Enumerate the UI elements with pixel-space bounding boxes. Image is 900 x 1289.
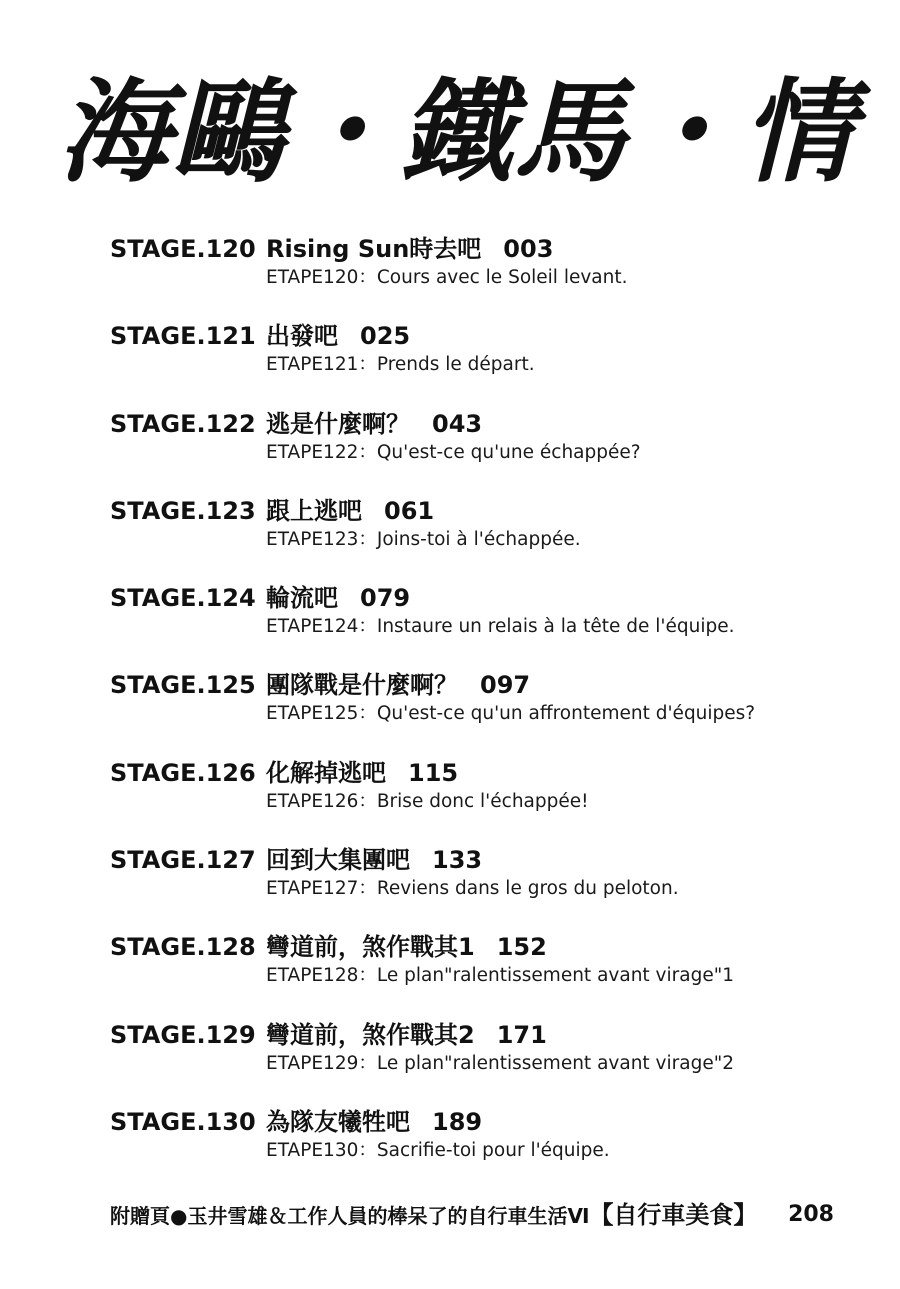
chapter-title-line xyxy=(266,319,410,353)
chapter-title: 彎道前，煞作戰其1 xyxy=(266,933,475,962)
stage-number: STAGE.122 xyxy=(110,409,256,438)
page-number: 152 xyxy=(496,933,547,962)
chapter-title-line xyxy=(266,494,434,528)
page-number: 079 xyxy=(360,584,411,613)
french-subtitle: ETAPE125：Qu'est-ce qu'un affrontement d'équipes? xyxy=(266,703,756,725)
page-number: 115 xyxy=(408,758,459,787)
french-subtitle: ETAPE126：Brise donc l'échappée! xyxy=(266,790,589,812)
page-number: 097 xyxy=(480,671,531,700)
page-number: 043 xyxy=(432,409,483,438)
book-title: 海鷗・鐵馬・情 xyxy=(58,67,856,198)
french-subtitle: ETAPE130：Sacrifie-toi pour l'équipe. xyxy=(266,1139,610,1161)
chapter-title-line xyxy=(266,407,482,441)
toc-entry[interactable] xyxy=(110,1105,870,1192)
page-number: 025 xyxy=(360,322,411,351)
toc-entry[interactable] xyxy=(110,1018,870,1105)
chapter-title: 輪流吧 xyxy=(266,584,338,613)
stage-number: STAGE.129 xyxy=(110,1020,256,1049)
stage-number: STAGE.124 xyxy=(110,584,256,613)
french-subtitle: ETAPE128：Le plan"ralentissement avant virage"1 xyxy=(266,965,734,987)
bonus-pages-entry[interactable] xyxy=(110,1198,850,1233)
bonus-title: 【自行車美食】 xyxy=(589,1201,758,1229)
toc-entry[interactable] xyxy=(110,668,870,755)
chapter-title-line xyxy=(266,232,553,266)
chapter-title: 團隊戰是什麼啊？ xyxy=(266,671,458,700)
french-subtitle: ETAPE122：Qu'est-ce qu'une échappée? xyxy=(266,441,641,463)
chapter-title-line xyxy=(266,1018,547,1052)
toc-entry[interactable] xyxy=(110,494,870,581)
toc-entry[interactable] xyxy=(110,407,870,494)
french-subtitle: ETAPE124：Instaure un relais à la tête de l'équipe. xyxy=(266,616,735,638)
bonus-label: 附贈頁●玉井雪雄＆工作人員的棒呆了的自行車生活Ⅵ xyxy=(110,1204,590,1228)
chapter-title-line xyxy=(266,581,410,615)
chapter-title-line xyxy=(266,930,547,964)
toc-entry[interactable] xyxy=(110,930,870,1017)
toc-entry[interactable] xyxy=(110,581,870,668)
toc-entry[interactable] xyxy=(110,232,870,319)
page-number: 189 xyxy=(432,1107,483,1136)
table-of-contents xyxy=(110,232,870,1192)
stage-number: STAGE.120 xyxy=(110,235,256,263)
french-subtitle: ETAPE121：Prends le départ. xyxy=(266,354,535,376)
stage-number: STAGE.123 xyxy=(110,496,256,525)
stage-number: STAGE.127 xyxy=(110,846,256,875)
french-subtitle: ETAPE120：Cours avec le Soleil levant. xyxy=(266,267,628,288)
toc-entry[interactable] xyxy=(110,319,870,406)
chapter-title: 回到大集團吧 xyxy=(266,846,410,875)
page-number: 061 xyxy=(384,496,435,525)
stage-number: STAGE.130 xyxy=(110,1107,256,1136)
chapter-title: 彎道前，煞作戰其2 xyxy=(266,1020,475,1049)
toc-entry[interactable] xyxy=(110,843,870,930)
bonus-page-number: 208 xyxy=(788,1202,834,1227)
chapter-title: 化解掉逃吧 xyxy=(266,758,386,787)
stage-number: STAGE.121 xyxy=(110,322,256,351)
chapter-title-line xyxy=(266,843,482,877)
page-number: 171 xyxy=(496,1020,547,1049)
chapter-title: 出發吧 xyxy=(266,322,338,351)
chapter-title: 跟上逃吧 xyxy=(266,496,362,525)
page-number: 133 xyxy=(432,846,483,875)
french-subtitle: ETAPE123：Joins-toi à l'échappée. xyxy=(266,528,581,550)
toc-entry[interactable] xyxy=(110,756,870,843)
chapter-title-line xyxy=(266,756,458,790)
stage-number: STAGE.126 xyxy=(110,758,256,787)
french-subtitle: ETAPE127：Reviens dans le gros du peloton. xyxy=(266,878,679,900)
chapter-title: Rising Sun時去吧 xyxy=(266,235,482,263)
chapter-title: 為隊友犧牲吧 xyxy=(266,1107,410,1136)
chapter-title-line xyxy=(266,1105,482,1139)
french-subtitle: ETAPE129：Le plan"ralentissement avant virage"2 xyxy=(266,1052,734,1074)
stage-number: STAGE.128 xyxy=(110,933,256,962)
chapter-title-line xyxy=(266,668,530,702)
stage-number: STAGE.125 xyxy=(110,671,256,700)
chapter-title: 逃是什麼啊？ xyxy=(266,409,410,438)
page-number: 003 xyxy=(503,235,554,263)
